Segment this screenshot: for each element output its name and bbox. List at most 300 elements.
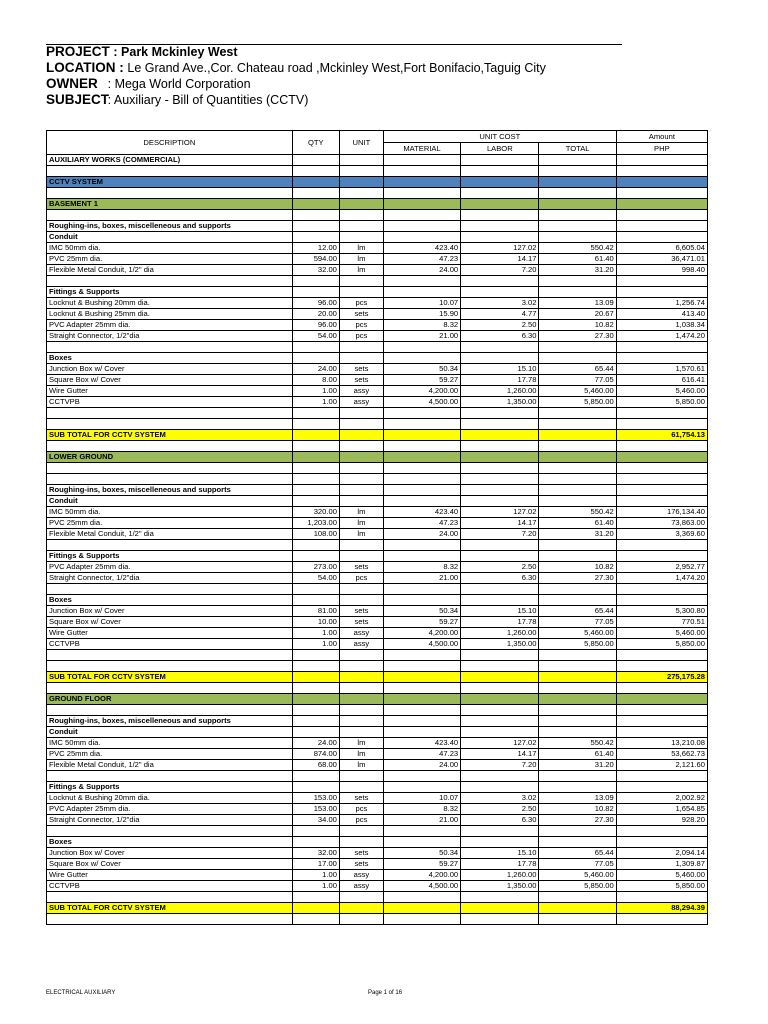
description-cell xyxy=(47,419,293,430)
total-cell: 27.30 xyxy=(539,815,616,826)
labor-cell: 15.10 xyxy=(461,848,539,859)
amount-cell xyxy=(616,540,707,551)
description-cell: Roughing-ins, boxes, miscelleneous and supports xyxy=(47,221,293,232)
labor-cell: 127.02 xyxy=(461,243,539,254)
amount-cell: 998.40 xyxy=(616,265,707,276)
material-cell xyxy=(383,672,460,683)
amount-cell: 53,662.73 xyxy=(616,749,707,760)
material-cell xyxy=(383,837,460,848)
qty-cell: 874.00 xyxy=(292,749,339,760)
amount-cell xyxy=(616,727,707,738)
blank-row xyxy=(47,826,708,837)
qty-cell xyxy=(292,166,339,177)
total-cell xyxy=(539,683,616,694)
table-row xyxy=(47,265,708,276)
blank-row xyxy=(47,166,708,177)
labor-cell xyxy=(461,221,539,232)
description-cell: Straight Connector, 1/2"dia xyxy=(47,815,293,826)
blank-row xyxy=(47,441,708,452)
total-cell xyxy=(539,221,616,232)
group-label-row xyxy=(47,485,708,496)
total-cell: 31.20 xyxy=(539,529,616,540)
material-cell: 50.34 xyxy=(383,606,460,617)
qty-cell: 108.00 xyxy=(292,529,339,540)
total-cell xyxy=(539,166,616,177)
total-cell: 5,460.00 xyxy=(539,870,616,881)
unit-cell xyxy=(339,199,383,210)
unit-cell: lm xyxy=(339,749,383,760)
table-row xyxy=(47,749,708,760)
material-cell xyxy=(383,496,460,507)
group-label-row xyxy=(47,595,708,606)
table-row xyxy=(47,562,708,573)
material-cell xyxy=(383,199,460,210)
qty-cell: 1.00 xyxy=(292,881,339,892)
total-cell: 20.67 xyxy=(539,309,616,320)
total-cell xyxy=(539,232,616,243)
description-cell: Boxes xyxy=(47,595,293,606)
material-cell xyxy=(383,155,460,166)
amount-cell: 616.41 xyxy=(616,375,707,386)
material-cell xyxy=(383,408,460,419)
description-cell: AUXILIARY WORKS (COMMERCIAL) xyxy=(47,155,293,166)
qty-cell xyxy=(292,595,339,606)
unit-cell xyxy=(339,837,383,848)
amount-cell xyxy=(616,485,707,496)
description-cell: Flexible Metal Conduit, 1/2" dia xyxy=(47,529,293,540)
labor-cell xyxy=(461,177,539,188)
blank-row xyxy=(47,661,708,672)
labor-cell xyxy=(461,430,539,441)
unit-cell xyxy=(339,177,383,188)
amount-cell: 36,471.01 xyxy=(616,254,707,265)
table-row xyxy=(47,793,708,804)
description-cell: IMC 50mm dia. xyxy=(47,738,293,749)
material-cell: 4,500.00 xyxy=(383,639,460,650)
description-cell: PVC Adapter 25mm dia. xyxy=(47,562,293,573)
unit-cell: sets xyxy=(339,793,383,804)
description-cell: Conduit xyxy=(47,727,293,738)
table-row xyxy=(47,243,708,254)
qty-cell xyxy=(292,441,339,452)
table-row xyxy=(47,320,708,331)
labor-cell: 6.30 xyxy=(461,815,539,826)
blank-row xyxy=(47,408,708,419)
blank-row xyxy=(47,914,708,925)
table-row xyxy=(47,870,708,881)
qty-cell xyxy=(292,650,339,661)
unit-cell: sets xyxy=(339,848,383,859)
group-label-row xyxy=(47,551,708,562)
description-cell xyxy=(47,892,293,903)
labor-cell xyxy=(461,353,539,364)
labor-cell xyxy=(461,705,539,716)
description-cell: Straight Connector, 1/2"dia xyxy=(47,573,293,584)
amount-cell: 73,863.00 xyxy=(616,518,707,529)
description-cell: PVC Adapter 25mm dia. xyxy=(47,804,293,815)
total-cell: 77.05 xyxy=(539,859,616,870)
unit-cell: assy xyxy=(339,386,383,397)
qty-cell xyxy=(292,771,339,782)
labor-cell: 7.20 xyxy=(461,265,539,276)
unit-cell xyxy=(339,727,383,738)
labor-cell: 14.17 xyxy=(461,749,539,760)
unit-cell: sets xyxy=(339,617,383,628)
amount-cell xyxy=(616,705,707,716)
col-header-unit: UNIT xyxy=(339,131,383,155)
labor-cell: 7.20 xyxy=(461,529,539,540)
material-cell xyxy=(383,661,460,672)
description-cell xyxy=(47,705,293,716)
description-cell: Square Box w/ Cover xyxy=(47,617,293,628)
table-row xyxy=(47,760,708,771)
material-cell: 8.32 xyxy=(383,804,460,815)
qty-cell: 1.00 xyxy=(292,628,339,639)
qty-cell: 68.00 xyxy=(292,760,339,771)
total-cell xyxy=(539,210,616,221)
material-cell xyxy=(383,287,460,298)
labor-cell: 17.78 xyxy=(461,859,539,870)
table-row xyxy=(47,881,708,892)
material-cell: 24.00 xyxy=(383,760,460,771)
unit-cell xyxy=(339,485,383,496)
description-cell: Fittings & Supports xyxy=(47,782,293,793)
amount-cell: 770.51 xyxy=(616,617,707,628)
unit-cell xyxy=(339,661,383,672)
subtotal-row xyxy=(47,672,708,683)
bill-of-quantities-table xyxy=(46,130,708,925)
table-row xyxy=(47,309,708,320)
amount-cell: 1,474.20 xyxy=(616,573,707,584)
qty-cell xyxy=(292,694,339,705)
description-cell: Junction Box w/ Cover xyxy=(47,848,293,859)
amount-cell xyxy=(616,452,707,463)
amount-cell: 5,460.00 xyxy=(616,870,707,881)
project-value: : Park Mckinley West xyxy=(113,45,238,59)
col-header-material: MATERIAL xyxy=(383,143,460,155)
labor-cell xyxy=(461,210,539,221)
material-cell xyxy=(383,419,460,430)
qty-cell xyxy=(292,232,339,243)
group-label-row xyxy=(47,221,708,232)
labor-cell: 2.50 xyxy=(461,804,539,815)
qty-cell xyxy=(292,287,339,298)
labor-cell xyxy=(461,419,539,430)
total-cell xyxy=(539,694,616,705)
total-cell xyxy=(539,276,616,287)
description-cell xyxy=(47,683,293,694)
amount-cell xyxy=(616,892,707,903)
labor-cell xyxy=(461,463,539,474)
material-cell xyxy=(383,727,460,738)
unit-cell xyxy=(339,441,383,452)
total-cell: 10.82 xyxy=(539,804,616,815)
qty-cell: 153.00 xyxy=(292,804,339,815)
material-cell: 10.07 xyxy=(383,793,460,804)
description-cell: CCTVPB xyxy=(47,397,293,408)
description-cell: Fittings & Supports xyxy=(47,551,293,562)
total-cell: 5,850.00 xyxy=(539,639,616,650)
description-cell: Conduit xyxy=(47,496,293,507)
unit-cell xyxy=(339,287,383,298)
labor-cell xyxy=(461,452,539,463)
amount-cell xyxy=(616,166,707,177)
total-cell: 27.30 xyxy=(539,573,616,584)
material-cell xyxy=(383,177,460,188)
subject-line xyxy=(46,92,308,108)
floor-header-row xyxy=(47,694,708,705)
qty-cell xyxy=(292,914,339,925)
description-cell xyxy=(47,463,293,474)
total-cell xyxy=(539,452,616,463)
total-cell: 5,460.00 xyxy=(539,386,616,397)
labor-cell xyxy=(461,342,539,353)
total-cell xyxy=(539,892,616,903)
labor-cell: 1,350.00 xyxy=(461,639,539,650)
unit-cell xyxy=(339,463,383,474)
labor-cell xyxy=(461,672,539,683)
floor-header-row xyxy=(47,452,708,463)
labor-cell xyxy=(461,650,539,661)
description-cell: Boxes xyxy=(47,837,293,848)
group-label-row xyxy=(47,727,708,738)
qty-cell xyxy=(292,584,339,595)
amount-cell xyxy=(616,771,707,782)
labor-cell: 127.02 xyxy=(461,738,539,749)
labor-cell xyxy=(461,837,539,848)
table-body xyxy=(47,155,708,925)
amount-cell xyxy=(616,342,707,353)
amount-cell xyxy=(616,694,707,705)
labor-cell xyxy=(461,276,539,287)
labor-cell xyxy=(461,199,539,210)
amount-cell: 1,570.61 xyxy=(616,364,707,375)
total-cell xyxy=(539,782,616,793)
qty-cell: 12.00 xyxy=(292,243,339,254)
description-cell: IMC 50mm dia. xyxy=(47,507,293,518)
labor-cell: 1,260.00 xyxy=(461,870,539,881)
floor-header-row xyxy=(47,199,708,210)
material-cell: 10.07 xyxy=(383,298,460,309)
labor-cell: 17.78 xyxy=(461,617,539,628)
blank-row xyxy=(47,276,708,287)
total-cell xyxy=(539,837,616,848)
qty-cell xyxy=(292,683,339,694)
labor-cell xyxy=(461,771,539,782)
amount-cell: 61,754.13 xyxy=(616,430,707,441)
table-row xyxy=(47,573,708,584)
unit-cell: pcs xyxy=(339,298,383,309)
total-cell xyxy=(539,199,616,210)
description-cell xyxy=(47,914,293,925)
material-cell: 47.23 xyxy=(383,518,460,529)
total-cell xyxy=(539,584,616,595)
amount-cell xyxy=(616,441,707,452)
description-cell: Locknut & Bushing 20mm dia. xyxy=(47,298,293,309)
qty-cell xyxy=(292,551,339,562)
unit-cell: sets xyxy=(339,309,383,320)
description-cell xyxy=(47,441,293,452)
description-cell: Flexible Metal Conduit, 1/2" dia xyxy=(47,760,293,771)
labor-cell xyxy=(461,408,539,419)
amount-cell: 928.20 xyxy=(616,815,707,826)
amount-cell xyxy=(616,177,707,188)
qty-cell: 273.00 xyxy=(292,562,339,573)
col-header-description: DESCRIPTION xyxy=(47,131,293,155)
unit-cell xyxy=(339,188,383,199)
table-row xyxy=(47,507,708,518)
qty-cell: 1.00 xyxy=(292,386,339,397)
description-cell: PVC 25mm dia. xyxy=(47,254,293,265)
unit-cell xyxy=(339,166,383,177)
material-cell: 423.40 xyxy=(383,738,460,749)
total-cell xyxy=(539,826,616,837)
labor-cell xyxy=(461,694,539,705)
material-cell xyxy=(383,903,460,914)
total-cell xyxy=(539,595,616,606)
unit-cell xyxy=(339,584,383,595)
labor-cell: 17.78 xyxy=(461,375,539,386)
col-header-php: PHP xyxy=(616,143,707,155)
blank-row xyxy=(47,419,708,430)
unit-cell xyxy=(339,826,383,837)
table-row xyxy=(47,606,708,617)
labor-cell: 1,350.00 xyxy=(461,881,539,892)
description-cell: SUB TOTAL FOR CCTV SYSTEM xyxy=(47,672,293,683)
material-cell xyxy=(383,166,460,177)
amount-cell xyxy=(616,199,707,210)
col-header-labor: LABOR xyxy=(461,143,539,155)
labor-cell: 1,350.00 xyxy=(461,397,539,408)
unit-cell xyxy=(339,496,383,507)
table-row xyxy=(47,518,708,529)
labor-cell xyxy=(461,892,539,903)
table-row xyxy=(47,738,708,749)
material-cell xyxy=(383,452,460,463)
amount-cell xyxy=(616,837,707,848)
labor-cell: 14.17 xyxy=(461,518,539,529)
qty-cell xyxy=(292,716,339,727)
blank-row xyxy=(47,584,708,595)
qty-cell xyxy=(292,221,339,232)
material-cell xyxy=(383,584,460,595)
description-cell: CCTV SYSTEM xyxy=(47,177,293,188)
description-cell: PVC 25mm dia. xyxy=(47,749,293,760)
table-row xyxy=(47,815,708,826)
material-cell: 59.27 xyxy=(383,617,460,628)
total-cell: 31.20 xyxy=(539,760,616,771)
unit-cell: assy xyxy=(339,870,383,881)
unit-cell xyxy=(339,276,383,287)
material-cell: 4,200.00 xyxy=(383,870,460,881)
material-cell: 21.00 xyxy=(383,573,460,584)
description-cell: CCTVPB xyxy=(47,881,293,892)
total-cell xyxy=(539,496,616,507)
total-cell: 77.05 xyxy=(539,375,616,386)
amount-cell xyxy=(616,782,707,793)
description-cell xyxy=(47,771,293,782)
qty-cell xyxy=(292,727,339,738)
material-cell xyxy=(383,463,460,474)
labor-cell: 14.17 xyxy=(461,254,539,265)
description-cell xyxy=(47,408,293,419)
material-cell: 423.40 xyxy=(383,507,460,518)
amount-cell xyxy=(616,551,707,562)
total-cell xyxy=(539,177,616,188)
section-header-row xyxy=(47,177,708,188)
amount-cell: 88,294.39 xyxy=(616,903,707,914)
owner-value: : Mega World Corporation xyxy=(107,77,251,91)
total-cell: 550.42 xyxy=(539,738,616,749)
description-cell: Fittings & Supports xyxy=(47,287,293,298)
amount-cell xyxy=(616,826,707,837)
amount-cell xyxy=(616,210,707,221)
labor-cell: 1,260.00 xyxy=(461,386,539,397)
amount-cell xyxy=(616,584,707,595)
qty-cell xyxy=(292,496,339,507)
unit-cell: assy xyxy=(339,639,383,650)
amount-cell xyxy=(616,155,707,166)
material-cell xyxy=(383,276,460,287)
amount-cell xyxy=(616,595,707,606)
table-row xyxy=(47,639,708,650)
total-cell: 550.42 xyxy=(539,507,616,518)
unit-cell xyxy=(339,771,383,782)
qty-cell xyxy=(292,177,339,188)
material-cell xyxy=(383,474,460,485)
labor-cell xyxy=(461,551,539,562)
qty-cell xyxy=(292,419,339,430)
unit-cell xyxy=(339,672,383,683)
blank-row xyxy=(47,463,708,474)
total-cell xyxy=(539,727,616,738)
unit-cell xyxy=(339,155,383,166)
material-cell xyxy=(383,683,460,694)
unit-cell xyxy=(339,474,383,485)
table-row xyxy=(47,804,708,815)
total-cell: 61.40 xyxy=(539,518,616,529)
project-line xyxy=(46,44,238,60)
unit-cell: pcs xyxy=(339,815,383,826)
labor-cell xyxy=(461,188,539,199)
material-cell: 4,200.00 xyxy=(383,386,460,397)
material-cell xyxy=(383,232,460,243)
amount-cell: 2,094.14 xyxy=(616,848,707,859)
total-cell: 10.82 xyxy=(539,320,616,331)
qty-cell xyxy=(292,826,339,837)
labor-cell xyxy=(461,166,539,177)
amount-cell xyxy=(616,650,707,661)
owner-line xyxy=(46,76,251,92)
qty-cell xyxy=(292,210,339,221)
unit-cell: sets xyxy=(339,375,383,386)
labor-cell xyxy=(461,155,539,166)
material-cell xyxy=(383,353,460,364)
qty-cell: 32.00 xyxy=(292,848,339,859)
group-label-row xyxy=(47,353,708,364)
unit-cell: pcs xyxy=(339,804,383,815)
description-cell: Square Box w/ Cover xyxy=(47,375,293,386)
amount-cell: 275,175.28 xyxy=(616,672,707,683)
qty-cell: 8.00 xyxy=(292,375,339,386)
material-cell: 423.40 xyxy=(383,243,460,254)
material-cell xyxy=(383,782,460,793)
location-value: Le Grand Ave.,Cor. Chateau road ,Mckinley West,Fort Bonifacio,Taguig City xyxy=(127,61,546,75)
description-cell xyxy=(47,342,293,353)
unit-cell: lm xyxy=(339,254,383,265)
labor-cell: 4.77 xyxy=(461,309,539,320)
amount-cell xyxy=(616,287,707,298)
